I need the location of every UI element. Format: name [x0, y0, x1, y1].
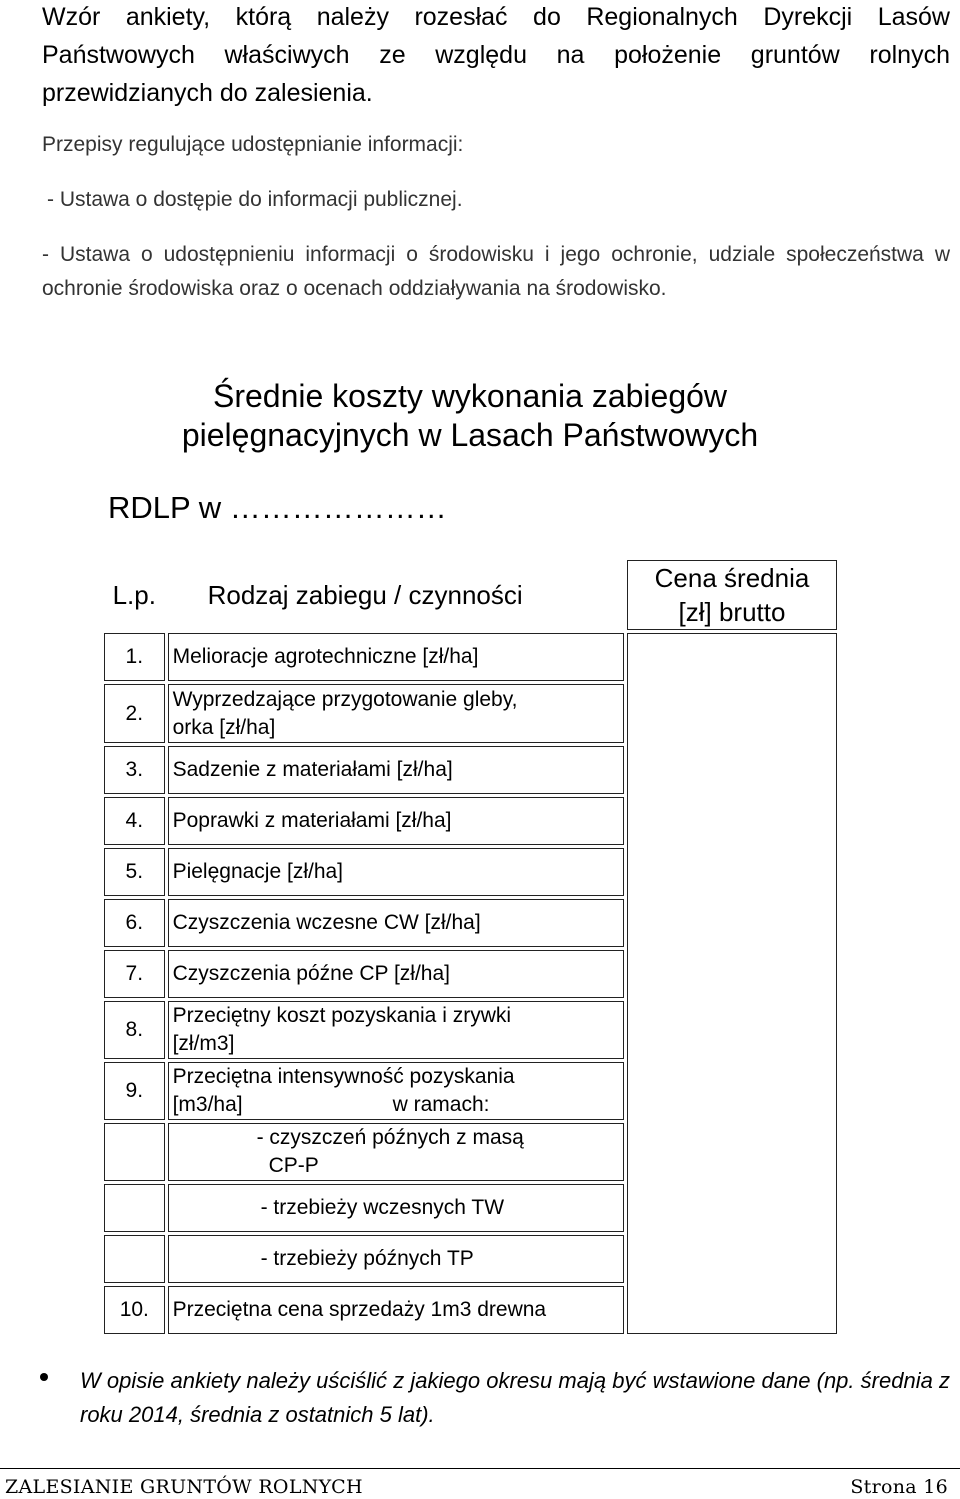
row-label: Poprawki z materiałami [zł/ha]: [168, 797, 624, 845]
row-label-line-2: [zł/m3]: [172, 1032, 235, 1055]
row-number: 3.: [104, 746, 165, 794]
header-price-line-2: [zł] brutto: [678, 597, 786, 627]
heading-line-1: Średnie koszty wykonania zabiegów: [212, 378, 728, 414]
row-label: Czyszczenia późne CP [zł/ha]: [168, 950, 624, 998]
header-type: Rodzaj zabiegu / czynności: [207, 579, 523, 610]
row-number: 1.: [104, 633, 165, 681]
rdlp-field: RDLP w …………………: [108, 490, 447, 525]
row-number: [104, 1235, 165, 1283]
footer-divider: [0, 1468, 960, 1469]
row-label: - trzebieży późnych TP: [168, 1235, 624, 1283]
header-price-line-1: Cena średnia: [654, 563, 810, 593]
row-label-line-2: orka [zł/ha]: [172, 715, 276, 739]
row-label: [168, 1001, 624, 1059]
row-label-line-2: CP-P: [268, 1154, 319, 1177]
row-label: [168, 684, 624, 743]
row-number: 10.: [104, 1286, 165, 1334]
row-number: [104, 1123, 165, 1181]
header-lp: L.p.: [112, 579, 156, 610]
bullet-icon: [40, 1373, 48, 1381]
row-label: Melioracje agrotechniczne [zł/ha]: [168, 633, 624, 681]
row-label-line-2: [173, 1091, 623, 1119]
row-number: 6.: [104, 899, 165, 947]
row-label: - trzebieży wczesnych TW: [168, 1184, 624, 1232]
row-number: 4.: [104, 797, 165, 845]
price-input-cell[interactable]: [627, 633, 837, 1334]
regulations-label: Przepisy regulujące udostępnianie informacji:: [42, 133, 464, 156]
row-label-suffix: w ramach:: [392, 1093, 490, 1116]
row-label: Czyszczenia wczesne CW [zł/ha]: [168, 899, 624, 947]
row-label: [168, 1062, 624, 1120]
row-number: 7.: [104, 950, 165, 998]
row-number: 9.: [104, 1062, 165, 1120]
table-row: [104, 633, 837, 681]
footer-title: ZALESIANIE GRUNTÓW ROLNYCH: [5, 1476, 363, 1498]
row-label: Pielęgnacje [zł/ha]: [168, 848, 624, 896]
row-number: 8.: [104, 1001, 165, 1059]
survey-table: [101, 557, 840, 1337]
heading-line-2: pielęgnacyjnych w Lasach Państwowych: [181, 417, 759, 453]
row-label: Sadzenie z materiałami [zł/ha]: [168, 746, 624, 794]
note-text: W opisie ankiety należy uściślić z jakiego okresu mają być wstawione dane (np. średnia z roku 2014, średnia z ostatnich 5 lat).: [80, 1368, 950, 1427]
row-label-unit: [m3/ha]: [172, 1093, 243, 1116]
row-number: [104, 1184, 165, 1232]
row-label-line-1: Wyprzedzające przygotowanie gleby,: [172, 687, 518, 711]
page-number: Strona 16: [850, 1476, 948, 1498]
row-label: [168, 1123, 624, 1181]
row-label-line-1: - czyszczeń późnych z masą: [256, 1126, 524, 1149]
header-price: [627, 560, 837, 630]
regulation-item-1: - Ustawa o dostępie do informacji publicznej.: [47, 188, 463, 211]
intro-paragraph: Wzór ankiety, którą należy rozesłać do Regionalnych Dyrekcji Lasów Państwowych właściwych ze względu na położenie gruntów rolnych przewidzianych do zalesienia.: [42, 3, 950, 107]
row-number: 2.: [104, 684, 165, 743]
row-label: Przeciętna cena sprzedaży 1m3 drewna: [168, 1286, 624, 1334]
regulation-item-2: - Ustawa o udostępnieniu informacji o środowisku i jego ochronie, udziale społeczeństwa w ochronie środowiska oraz o ocenach oddziaływania na środowisko.: [42, 243, 950, 300]
table-header-row: [104, 560, 837, 630]
row-number: 5.: [104, 848, 165, 896]
row-label-line-1: Przeciętny koszt pozyskania i zrywki: [172, 1004, 512, 1027]
row-label-line-1: Przeciętna intensywność pozyskania: [172, 1065, 515, 1088]
